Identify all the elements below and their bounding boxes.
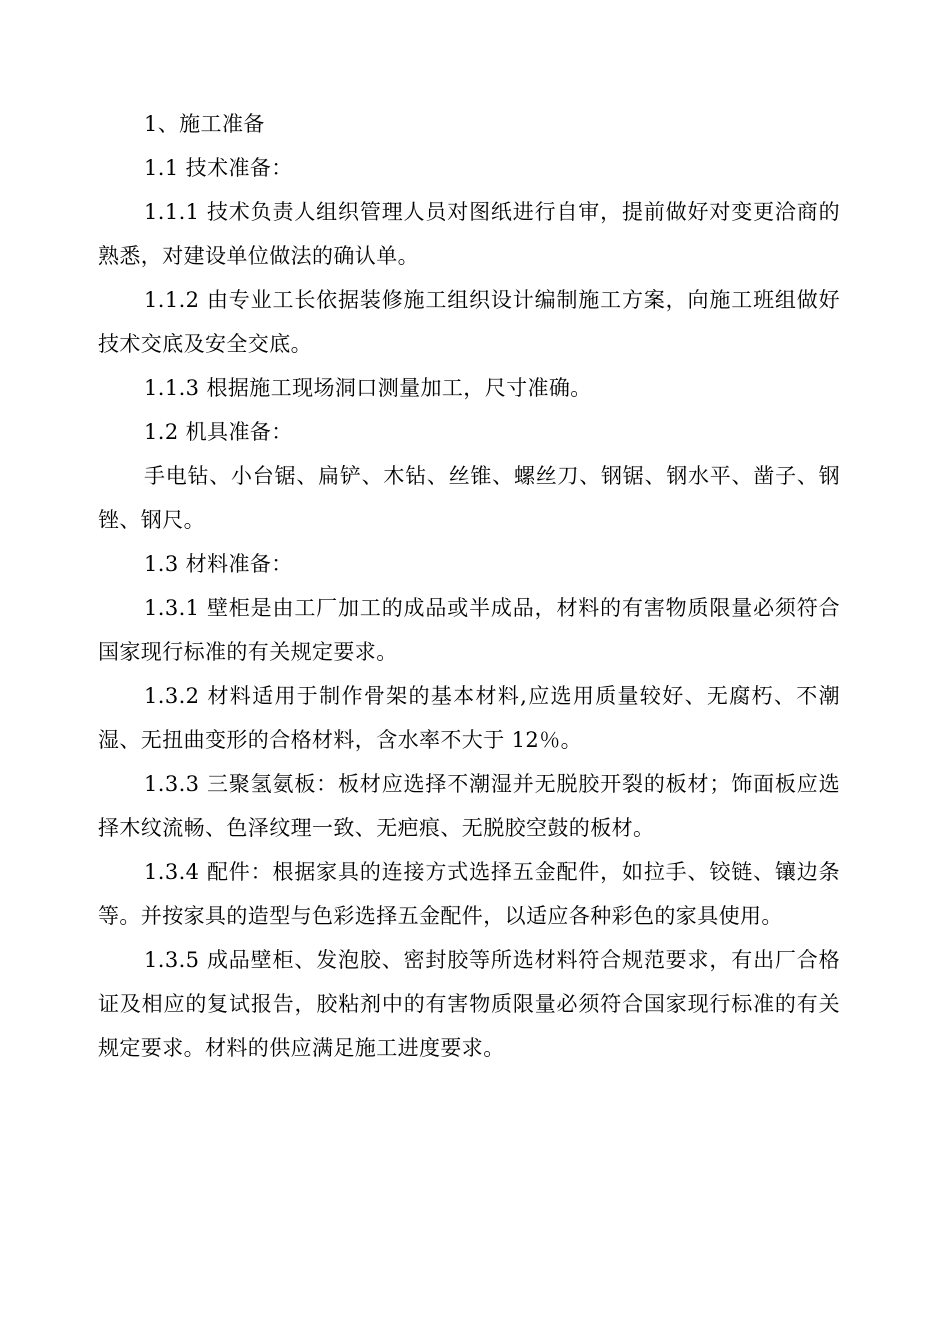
paragraph-1-3-3: 1.3.3 三聚氢氨板：板材应选择不潮湿并无脱胶开裂的板材；饰面板应选择木纹流畅、色泽纹理一致、无疤痕、无脱胶空鼓的板材。 (98, 772, 840, 840)
paragraph-1-3-5: 1.3.5 成品壁柜、发泡胶、密封胶等所选材料符合规范要求，有出厂合格证及相应的复试报告，胶粘剂中的有害物质限量必须符合国家现行标准的有关规定要求。材料的供应满足施工进度要求。 (98, 948, 840, 1060)
paragraph-1-3-2: 1.3.2 材料适用于制作骨架的基本材料,应选用质量较好、无腐朽、不潮湿、无扭曲变形的合格材料，含水率不大于 12％。 (98, 684, 840, 752)
section-heading-construction-preparation: 1、施工准备 (144, 112, 265, 136)
paragraph-tool-list: 手电钻、小台锯、扁铲、木钻、丝锥、螺丝刀、钢锯、钢水平、凿子、钢锉、钢尺。 (98, 464, 840, 532)
paragraph-1-3-4: 1.3.4 配件：根据家具的连接方式选择五金配件，如拉手、铰链、镶边条等。并按家具的造型与色彩选择五金配件，以适应各种彩色的家具使用。 (98, 860, 840, 928)
paragraph-1-1-2: 1.1.2 由专业工长依据装修施工组织设计编制施工方案，向施工班组做好技术交底及安全交底。 (98, 288, 840, 356)
paragraph-1-1-3: 1.1.3 根据施工现场洞口测量加工，尺寸准确。 (144, 376, 592, 400)
paragraph-1-1-1: 1.1.1 技术负责人组织管理人员对图纸进行自审，提前做好对变更洽商的熟悉，对建设单位做法的确认单。 (98, 200, 840, 268)
paragraph-1-3-1: 1.3.1 壁柜是由工厂加工的成品或半成品，材料的有害物质限量必须符合国家现行标准的有关规定要求。 (98, 596, 840, 664)
subsection-heading-tool-preparation: 1.2 机具准备： (144, 420, 293, 444)
subsection-heading-technical-preparation: 1.1 技术准备： (144, 156, 293, 180)
subsection-heading-material-preparation: 1.3 材料准备： (144, 552, 293, 576)
